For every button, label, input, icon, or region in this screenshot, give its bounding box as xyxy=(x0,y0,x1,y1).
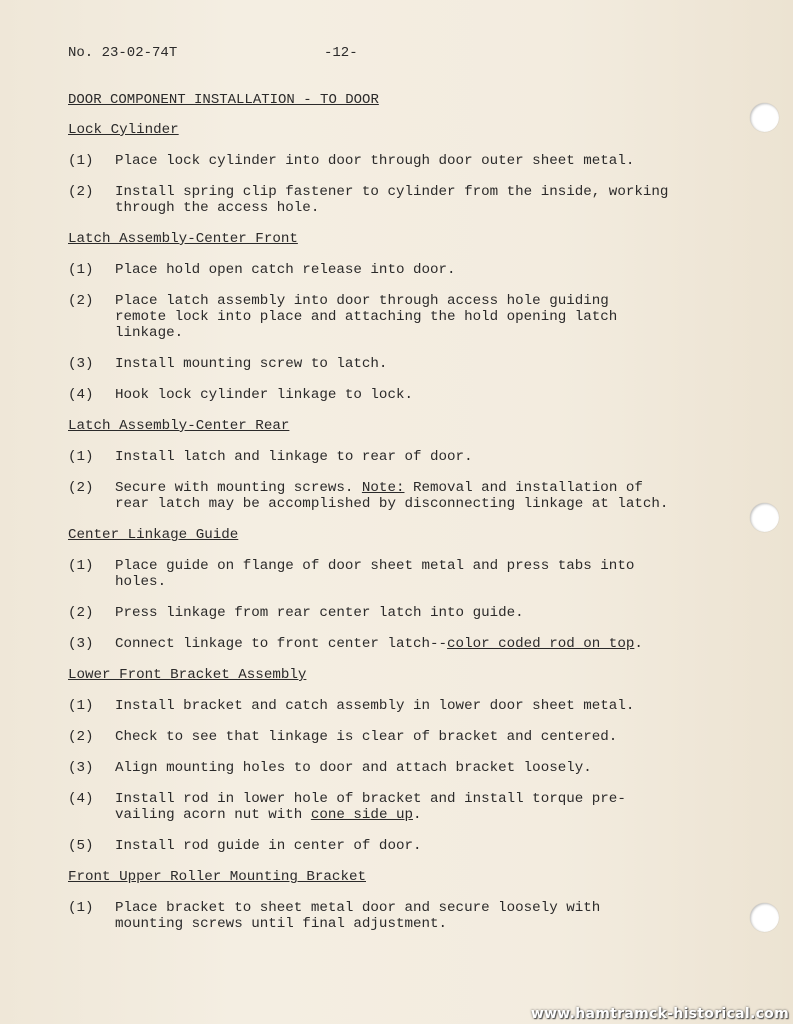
watermark: www.hamtramck-historical.com xyxy=(530,1006,789,1022)
binder-hole xyxy=(750,503,779,532)
item-text: Press linkage from rear center latch into guide. xyxy=(115,605,524,621)
list-item xyxy=(68,605,738,621)
item-number: (2) xyxy=(68,480,94,496)
item-text xyxy=(115,480,738,512)
item-text: Place bracket to sheet metal door and secure loosely with mounting screws until final adjustment. xyxy=(115,900,601,932)
item-number: (2) xyxy=(68,729,94,745)
item-number: (3) xyxy=(68,636,94,652)
section-heading: Center Linkage Guide xyxy=(68,527,239,543)
instructions-body xyxy=(68,122,738,947)
item-number: (5) xyxy=(68,838,94,854)
item-text-emphasis: cone side up xyxy=(310,807,413,823)
list-item xyxy=(68,356,738,372)
item-number: (2) xyxy=(68,184,94,200)
list-item xyxy=(68,791,738,823)
item-text: Install bracket and catch assembly in lower door sheet metal. xyxy=(115,698,635,714)
list-item xyxy=(68,449,738,465)
section-heading: Lock Cylinder xyxy=(68,122,179,138)
item-number: (1) xyxy=(68,153,94,169)
item-text: Install rod guide in center of door. xyxy=(115,838,422,854)
item-text: Check to see that linkage is clear of bracket and centered. xyxy=(115,729,618,745)
item-text-part: . xyxy=(413,807,422,823)
binder-hole xyxy=(750,103,779,132)
item-number: (4) xyxy=(68,387,94,403)
list-item xyxy=(68,760,738,776)
item-text-part: Secure with mounting screws. xyxy=(115,480,362,496)
item-text: Hook lock cylinder linkage to lock. xyxy=(115,387,413,403)
section-heading: Latch Assembly-Center Rear xyxy=(68,418,290,434)
item-text-part: Install rod in lower hole of bracket and install torque pre- vailing acorn nut with xyxy=(115,791,626,823)
binder-hole xyxy=(750,903,779,932)
item-text: Place lock cylinder into door through door outer sheet metal. xyxy=(115,153,635,169)
list-item xyxy=(68,698,738,714)
doc-number: No. 23-02-74T xyxy=(68,45,178,61)
item-text: Place latch assembly into door through access hole guiding remote lock into place and attaching the hold opening latch linkage. xyxy=(115,293,618,341)
item-text-part: . xyxy=(634,636,643,652)
item-number: (1) xyxy=(68,262,94,278)
item-text-part: Removal and installation of rear latch may be accomplished by disconnecting linkage at latch. xyxy=(115,480,669,512)
list-item xyxy=(68,293,738,341)
item-number: (2) xyxy=(68,605,94,621)
item-text: Align mounting holes to door and attach bracket loosely. xyxy=(115,760,592,776)
item-number: (1) xyxy=(68,698,94,714)
item-text: Place hold open catch release into door. xyxy=(115,262,456,278)
page-header xyxy=(68,45,358,61)
item-text xyxy=(115,791,738,823)
item-text xyxy=(115,636,738,652)
list-item xyxy=(68,900,738,932)
item-text: Install spring clip fastener to cylinder from the inside, working through the access hole. xyxy=(115,184,669,216)
page-number: -12- xyxy=(324,45,358,61)
list-item xyxy=(68,184,738,216)
item-text: Place guide on flange of door sheet metal and press tabs into holes. xyxy=(115,558,635,590)
section-heading: Front Upper Roller Mounting Bracket xyxy=(68,869,366,885)
item-number: (1) xyxy=(68,900,94,916)
item-number: (2) xyxy=(68,293,94,309)
section-heading: Latch Assembly-Center Front xyxy=(68,231,298,247)
list-item xyxy=(68,387,738,403)
item-text-part: Connect linkage to front center latch-- xyxy=(115,636,448,652)
item-text-emphasis: color coded rod on top xyxy=(447,636,635,652)
item-text-emphasis: Note: xyxy=(361,480,405,496)
item-number: (1) xyxy=(68,558,94,574)
item-text: Install mounting screw to latch. xyxy=(115,356,388,372)
list-item xyxy=(68,480,738,512)
page-title: DOOR COMPONENT INSTALLATION - TO DOOR xyxy=(68,92,379,108)
item-number: (4) xyxy=(68,791,94,807)
item-number: (3) xyxy=(68,760,94,776)
list-item xyxy=(68,262,738,278)
item-number: (3) xyxy=(68,356,94,372)
list-item xyxy=(68,558,738,590)
list-item xyxy=(68,838,738,854)
list-item xyxy=(68,729,738,745)
item-text: Install latch and linkage to rear of door. xyxy=(115,449,473,465)
list-item xyxy=(68,636,738,652)
list-item xyxy=(68,153,738,169)
section-heading: Lower Front Bracket Assembly xyxy=(68,667,307,683)
item-number: (1) xyxy=(68,449,94,465)
